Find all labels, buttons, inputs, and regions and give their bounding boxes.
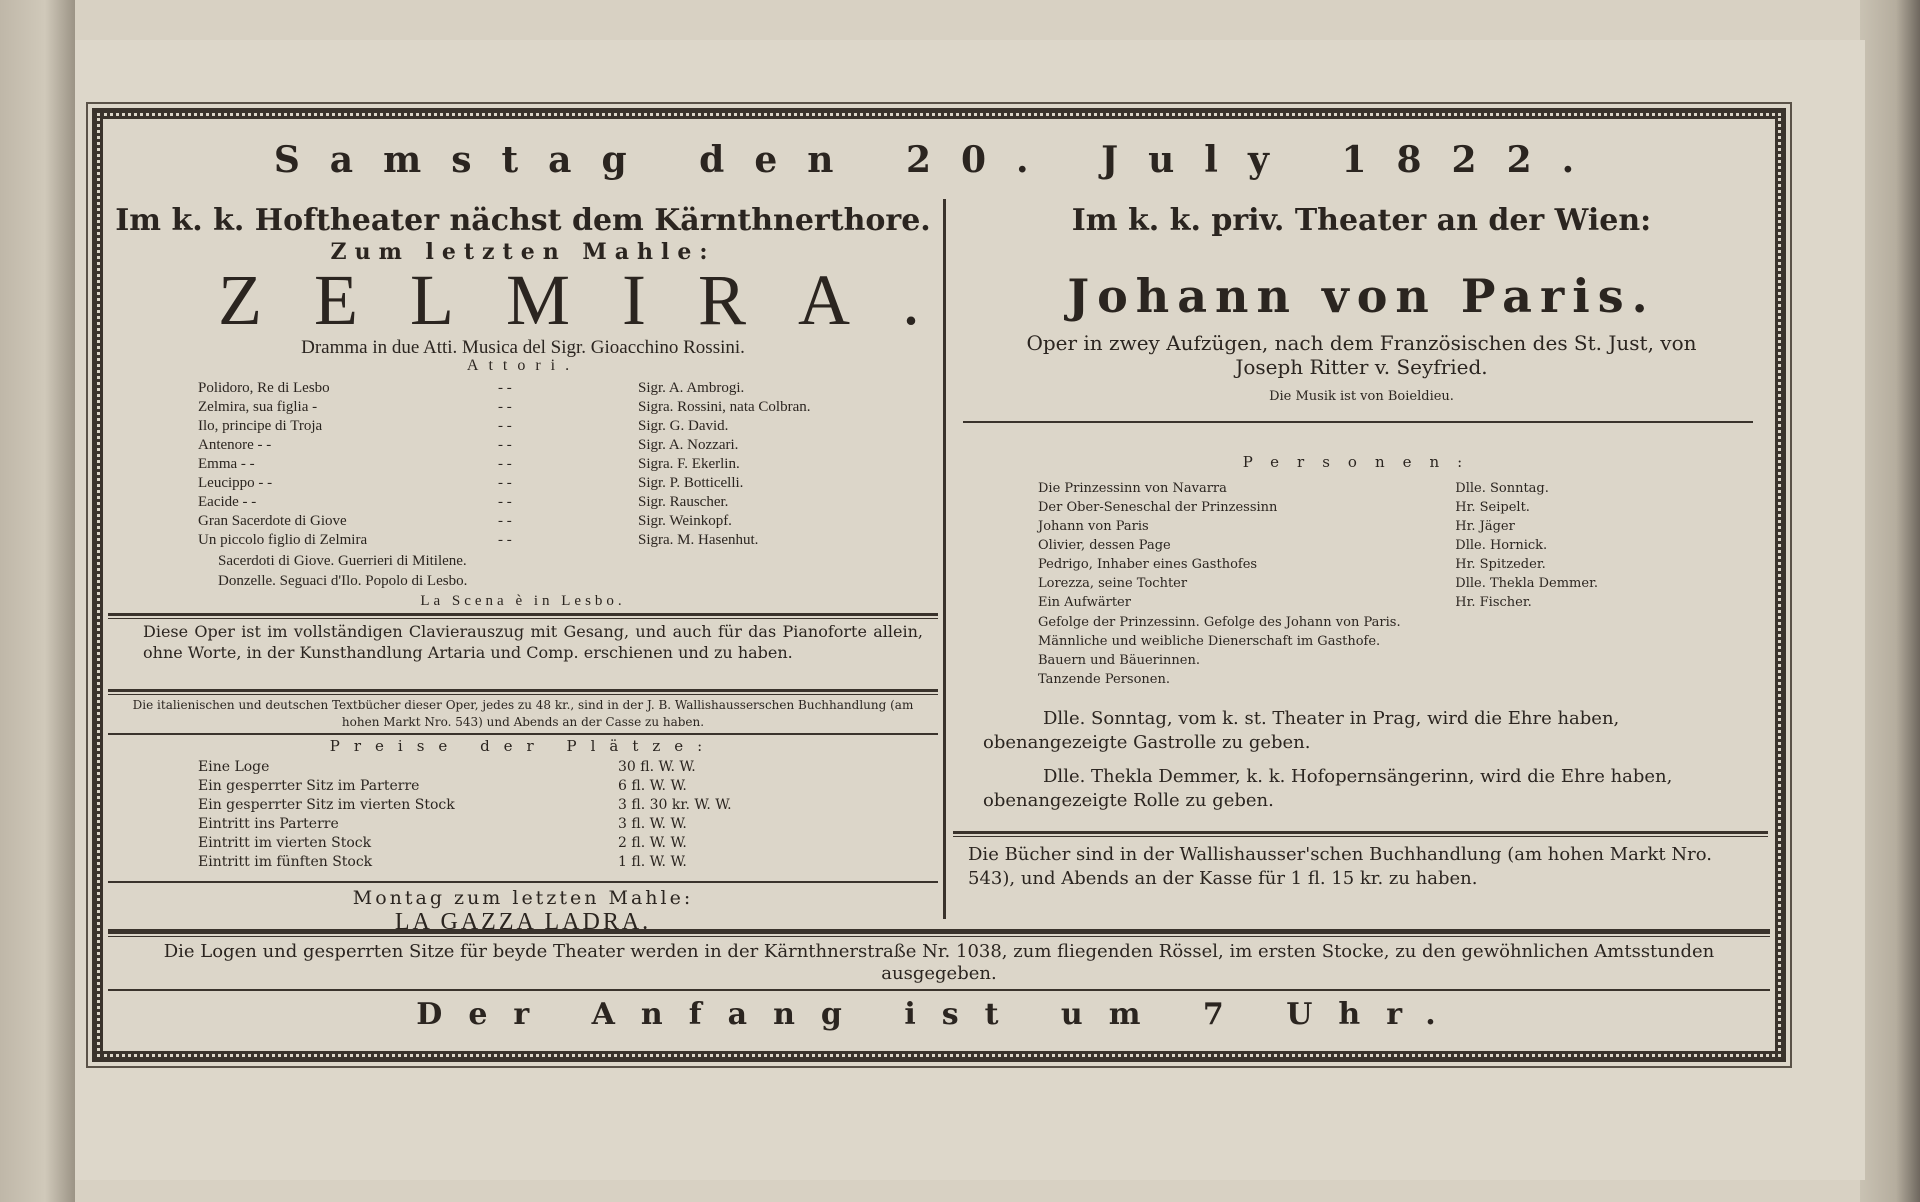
price-row xyxy=(198,757,798,776)
cast-table xyxy=(198,379,838,550)
price-place: Ein gesperrter Sitz im Parterre xyxy=(198,777,420,794)
ornamental-border xyxy=(92,108,1786,1062)
cast-dashes: - - xyxy=(498,399,512,415)
extras-line: Bauern und Bäuerinnen. xyxy=(1038,653,1200,668)
cast-dashes: - - xyxy=(498,418,512,434)
price-row xyxy=(198,776,798,795)
person-singer: Dlle. Thekla Demmer. xyxy=(1455,576,1598,591)
start-time: Der Anfang ist um 7 Uhr. xyxy=(416,997,1462,1032)
price-value: 1 fl. W. W. xyxy=(618,853,687,870)
person-singer: Hr. Jäger xyxy=(1455,519,1515,534)
cast-role: Polidoro, Re di Lesbo xyxy=(198,380,330,396)
cast-singer: Sigr. Weinkopf. xyxy=(638,513,732,529)
cast-singer: Sigra. Rossini, nata Colbran. xyxy=(638,399,811,415)
price-place: Eintritt ins Parterre xyxy=(198,815,339,832)
person-row xyxy=(1038,555,1598,574)
cast-singer: Sigra. F. Ekerlin. xyxy=(638,456,740,472)
extras-line: Tanzende Personen. xyxy=(1038,672,1170,687)
person-role: Johann von Paris xyxy=(1038,519,1149,534)
price-value: 6 fl. W. W. xyxy=(618,777,687,794)
price-row xyxy=(198,852,798,871)
cast-dashes: - - xyxy=(498,456,512,472)
cast-row xyxy=(198,455,838,474)
piano-score-notice: Diese Oper ist im vollständigen Clavierauszug mit Gesang, und auch für das Pianoforte allein, ohne Worte, in der Kunsthandlung Artaria und Comp. erschienen und zu haben. xyxy=(143,622,923,662)
rule xyxy=(953,831,1768,837)
person-row xyxy=(1038,498,1598,517)
chorus-line-2: Donzelle. Seguaci d'Ilo. Popolo di Lesbo. xyxy=(218,573,468,589)
guest-notice-sonntag: Dlle. Sonntag, vom k. st. Theater in Prag, wird die Ehre haben, obenangezeigte Gastrolle zu geben. xyxy=(983,708,1620,753)
next-performance-label: Montag zum letzten Mahle: xyxy=(352,887,694,909)
cast-singer: Sigra. M. Hasenhut. xyxy=(638,532,759,548)
scene-line: La Scena è in Lesbo. xyxy=(420,593,626,609)
person-role: Die Prinzessinn von Navarra xyxy=(1038,481,1227,496)
cast-role: Zelmira, sua figlia - xyxy=(198,399,318,415)
persons-heading: Personen: xyxy=(1242,453,1481,471)
left-theatre-name: Im k. k. Hoftheater nächst dem Kärnthnerthore. xyxy=(115,203,931,238)
cast-role: Gran Sacerdote di Giove xyxy=(198,513,347,529)
person-singer: Dlle. Hornick. xyxy=(1455,538,1548,553)
right-music-credit: Die Musik ist von Boieldieu. xyxy=(1269,389,1454,404)
price-value: 3 fl. 30 kr. W. W. xyxy=(618,796,732,813)
person-role: Olivier, dessen Page xyxy=(1038,538,1171,553)
person-role: Pedrigo, Inhaber eines Gasthofes xyxy=(1038,557,1258,572)
price-place: Ein gesperrter Sitz im vierten Stock xyxy=(198,796,455,813)
book-gutter-left xyxy=(0,0,75,1202)
person-row xyxy=(1038,536,1598,555)
person-role: Ein Aufwärter xyxy=(1038,595,1131,610)
cast-row xyxy=(198,512,838,531)
cast-dashes: - - xyxy=(498,437,512,453)
guest-notice-demmer: Dlle. Thekla Demmer, k. k. Hofopernsängerinn, wird die Ehre haben, obenangezeigte Rolle zu geben. xyxy=(983,766,1673,811)
playbill-date: Samstag den 20. July 1822. xyxy=(273,139,1605,181)
cast-row xyxy=(198,417,838,436)
person-singer: Hr. Seipelt. xyxy=(1455,500,1530,515)
cast-role: Un piccolo figlio di Zelmira xyxy=(198,532,368,548)
extras-line: Männliche und weibliche Dienerschaft im Gasthofe. xyxy=(1038,634,1381,649)
page-edges-right xyxy=(1860,0,1920,1202)
cast-singer: Sigr. P. Botticelli. xyxy=(638,475,744,491)
libretto-notice: Die italienischen und deutschen Textbücher dieser Oper, jedes zu 48 kr., sind in der J. B. Wallishausserschen Buchhandlung (am hohen Markt Nro. 543) und Abends an der Casse zu haben. xyxy=(132,698,914,729)
cast-row xyxy=(198,379,838,398)
cast-row xyxy=(198,436,838,455)
person-row xyxy=(1038,593,1598,612)
right-desc-line-1: Oper in zwey Aufzügen, nach dem Französischen des St. Just, von xyxy=(1026,331,1697,355)
cast-row xyxy=(198,398,838,417)
rule xyxy=(108,929,1770,937)
price-row xyxy=(198,814,798,833)
right-desc-line-2: Joseph Ritter v. Seyfried. xyxy=(1235,355,1488,379)
price-value: 3 fl. W. W. xyxy=(618,815,687,832)
cast-row xyxy=(198,474,838,493)
person-row xyxy=(1038,574,1598,593)
price-place: Eine Loge xyxy=(198,758,270,775)
right-theatre-name: Im k. k. priv. Theater an der Wien: xyxy=(1071,203,1652,238)
rule xyxy=(108,689,938,695)
price-row xyxy=(198,795,798,814)
opera-title-zelmira: ZELMIRA. xyxy=(218,260,972,340)
rule xyxy=(108,613,938,619)
cast-row xyxy=(198,493,838,512)
person-singer: Hr. Spitzeder. xyxy=(1455,557,1546,572)
actors-heading: Attori. xyxy=(466,357,580,374)
cast-role: Eacide - - xyxy=(198,494,257,510)
left-subtitle: Zum letzten Mahle: xyxy=(330,239,716,265)
rule xyxy=(108,881,938,883)
price-row xyxy=(198,833,798,852)
persons-table xyxy=(1038,479,1598,612)
cast-singer: Sigr. A. Nozzari. xyxy=(638,437,739,453)
left-composer-line: Dramma in due Atti. Musica del Sigr. Gioacchino Rossini. xyxy=(301,337,745,358)
box-office-notice: Die Logen und gesperrten Sitze für beyde Theater werden in der Kärnthnerstraße Nr. 1038, zum fliegenden Rössel, im ersten Stocke, zu den gewöhnlichen Amtsstunden ausgegeben. xyxy=(163,941,1715,984)
cast-singer: Sigr. Rauscher. xyxy=(638,494,729,510)
rule xyxy=(108,733,938,735)
cast-singer: Sigr. A. Ambrogi. xyxy=(638,380,745,396)
cast-dashes: - - xyxy=(498,380,512,396)
person-row xyxy=(1038,517,1598,536)
rule xyxy=(963,421,1753,423)
cast-dashes: - - xyxy=(498,475,512,491)
price-value: 2 fl. W. W. xyxy=(618,834,687,851)
cast-row xyxy=(198,531,838,550)
opera-title-johann: Johann von Paris. xyxy=(1067,269,1656,323)
cast-dashes: - - xyxy=(498,532,512,548)
cast-role: Emma - - xyxy=(198,456,255,472)
extras-line: Gefolge der Prinzessinn. Gefolge des Johann von Paris. xyxy=(1038,615,1401,630)
cast-role: Leucippo - - xyxy=(198,475,273,491)
person-role: Der Ober-Seneschal der Prinzessinn xyxy=(1038,500,1278,515)
cast-role: Antenore - - xyxy=(198,437,272,453)
person-role: Lorezza, seine Tochter xyxy=(1038,576,1188,591)
price-place: Eintritt im vierten Stock xyxy=(198,834,372,851)
chorus-line-1: Sacerdoti di Giove. Guerrieri di Mitilene. xyxy=(218,553,467,569)
cast-dashes: - - xyxy=(498,513,512,529)
next-performance-title: LA GAZZA LADRA. xyxy=(394,909,652,935)
cast-role: Ilo, principe di Troja xyxy=(198,418,323,434)
price-value: 30 fl. W. W. xyxy=(618,758,696,775)
rule xyxy=(108,989,1770,991)
prices-table xyxy=(198,757,798,871)
prices-heading: Preise der Plätze: xyxy=(329,737,717,755)
cast-singer: Sigr. G. David. xyxy=(638,418,729,434)
person-singer: Hr. Fischer. xyxy=(1455,595,1532,610)
books-notice: Die Bücher sind in der Wallishausser'schen Buchhandlung (am hohen Markt Nro. 543), und Abends an der Kasse für 1 fl. 15 kr. zu haben. xyxy=(968,844,1712,889)
price-place: Eintritt im fünften Stock xyxy=(198,853,373,870)
person-row xyxy=(1038,479,1598,498)
person-singer: Dlle. Sonntag. xyxy=(1455,481,1549,496)
cast-dashes: - - xyxy=(498,494,512,510)
